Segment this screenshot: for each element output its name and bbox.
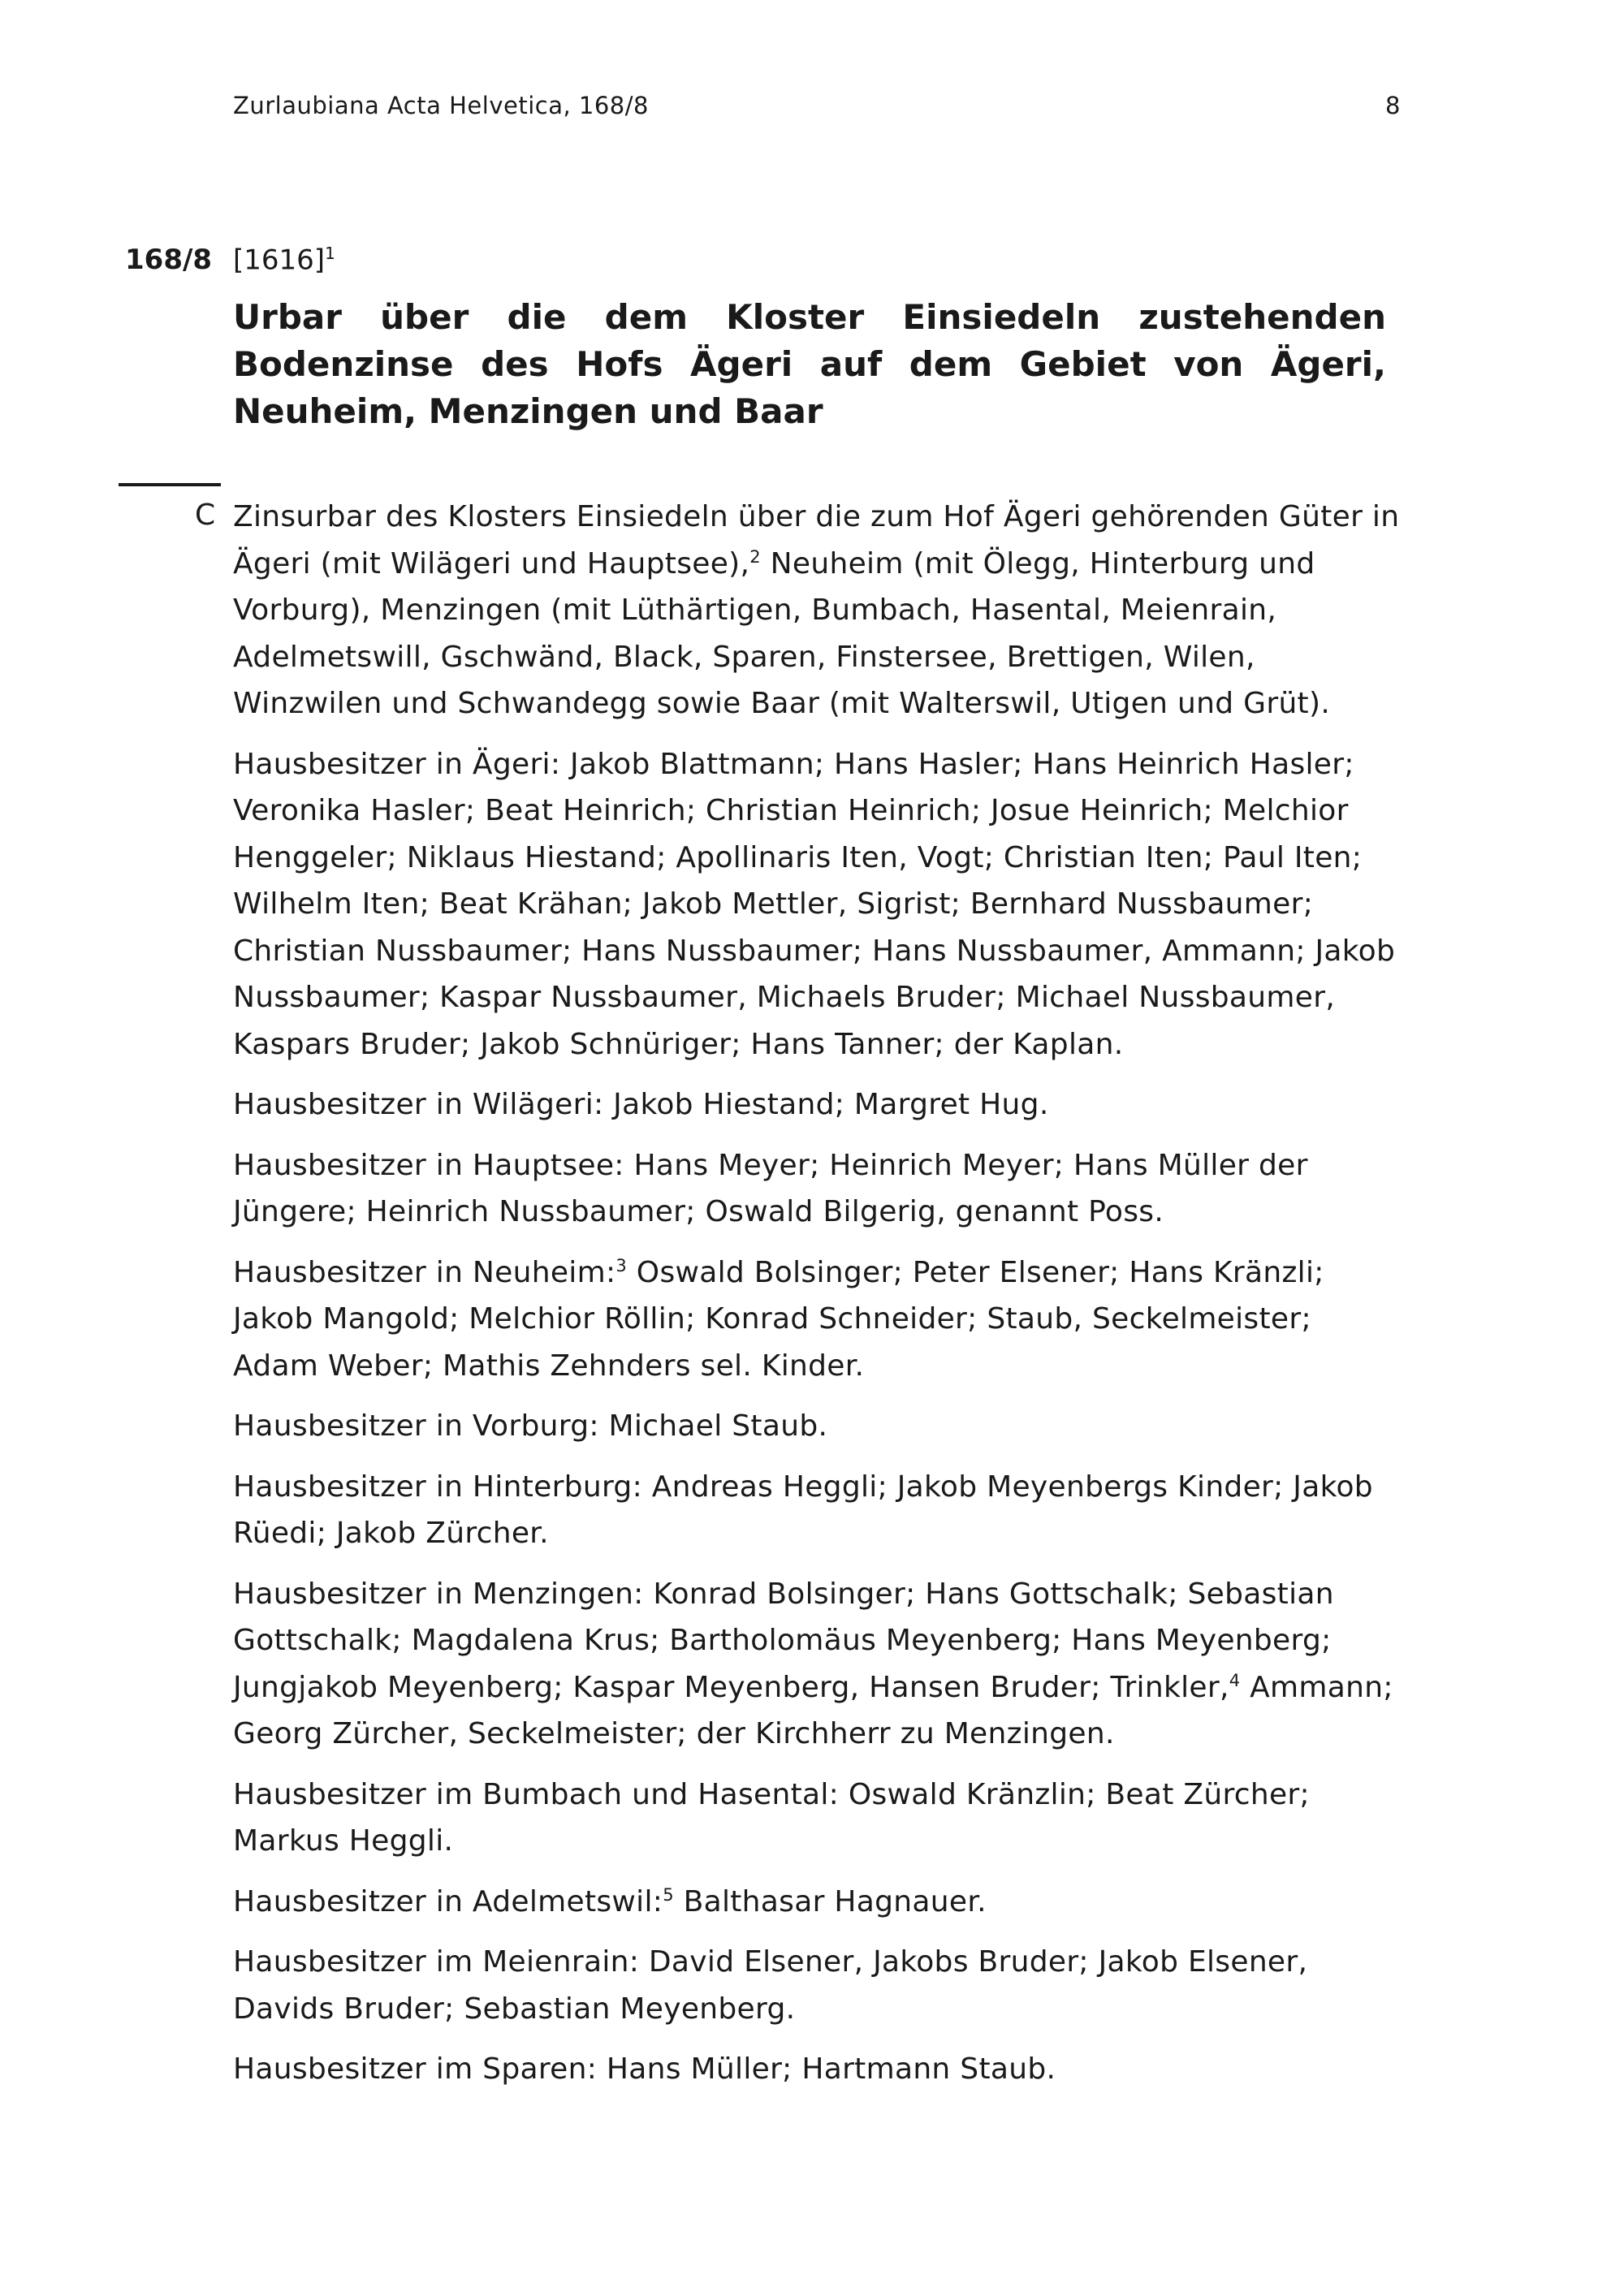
owners-vorburg: Hausbesitzer in Vorburg: Michael Staub. — [233, 1409, 828, 1443]
margin-rule — [119, 483, 221, 486]
text-run: Oswald Bolsinger; Peter Elsener; Hans Kränzli; Jakob Mangold; Melchior Röllin; Konrad Schneider; Staub, Seckelmeister; Adam Weber; Mathis Zehnders sel. Kinder. — [233, 1255, 1324, 1383]
footnote-ref: 3 — [615, 1255, 628, 1275]
summary-paragraph — [233, 494, 1402, 727]
owners-neuheim — [233, 1249, 1402, 1390]
text-run: Hausbesitzer in Adelmetswil: — [233, 1884, 663, 1918]
running-head — [233, 92, 1401, 124]
footnote-ref: 5 — [663, 1884, 674, 1905]
owners-hinterburg: Hausbesitzer in Hinterburg: Andreas Heggli; Jakob Meyenbergs Kinder; Jakob Rüedi; Jakob Zürcher. — [233, 1470, 1373, 1550]
source-siglum: C — [195, 498, 216, 532]
text-run: Ammann; Georg Zürcher, Seckelmeister; der Kirchherr zu Menzingen. — [233, 1670, 1393, 1750]
owners-meienrain: Hausbesitzer im Meienrain: David Elsener, Jakobs Bruder; Jakob Elsener, Davids Bruder; Sebastian Meyenberg. — [233, 1945, 1308, 2026]
owners-hauptsee: Hausbesitzer in Hauptsee: Hans Meyer; Heinrich Meyer; Hans Müller der Jüngere; Heinrich Nussbaumer; Oswald Bilgerig, genannt Poss. — [233, 1148, 1308, 1228]
footnote-ref: 1 — [325, 244, 335, 263]
document-date — [233, 244, 335, 276]
text-run: Balthasar Hagnauer. — [673, 1884, 987, 1918]
owners-menzingen — [233, 1571, 1402, 1758]
text-run: Hausbesitzer in Menzingen: Konrad Bolsinger; Hans Gottschalk; Sebastian Gottschalk; Magdalena Krus; Bartholomäus Meyenberg; Hans Meyenberg; Jungjakob Meyenberg; Kaspar Meyenberg, Hansen Bruder; Trinkler, — [233, 1577, 1334, 1704]
owners-bumbach: Hausbesitzer im Bumbach und Hasental: Oswald Kränzlin; Beat Zürcher; Markus Heggli. — [233, 1777, 1310, 1858]
document-number: 168/8 — [125, 244, 213, 276]
text-run: Hausbesitzer in Neuheim: — [233, 1255, 616, 1289]
owners-adelmetswil — [233, 1879, 1402, 1926]
running-title: Zurlaubiana Acta Helvetica, 168/8 — [233, 92, 649, 119]
owners-sparen: Hausbesitzer im Sparen: Hans Müller; Hartmann Staub. — [233, 2052, 1056, 2086]
text-run: Zinsurbar des Klosters Einsiedeln über die zum Hof Ägeri gehörenden Güter in Ägeri (mit Wilägeri und Hauptsee), — [233, 500, 1400, 580]
owners-aegeri: Hausbesitzer in Ägeri: Jakob Blattmann; Hans Hasler; Hans Heinrich Hasler; Veronika Hasler; Beat Heinrich; Christian Heinrich; Josue Heinrich; Melchior Henggeler; Niklaus Hiestand; Apollinaris Iten, Vogt; Christian Iten; Paul Iten; Wilhelm Iten; Beat Krähan; Jakob Mettler, Sigrist; Bernhard Nussbaumer; Christian Nussbaumer; Hans Nussbaumer; Hans Nussbaumer, Ammann; Jakob Nussbaumer; Kaspar Nussbaumer, Michaels Bruder; Michael Nussbaumer, Kaspars Bruder; Jakob Schnüriger; Hans Tanner; der Kaplan. — [233, 747, 1396, 1061]
document-heading: Urbar über die dem Kloster Einsiedeln zustehenden Bodenzinse des Hofs Ägeri auf dem Gebiet von Ägeri, Neuheim, Menzingen und Baar — [233, 297, 1386, 431]
text-run: Neuheim (mit Ölegg, Hinterburg und Vorburg), Menzingen (mit Lüthärtigen, Bumbach, Hasental, Meienrain, Adelmetswill, Gschwänd, Black, Sparen, Finstersee, Brettigen, Wilen, Winzwilen und Schwandegg sowie Baar (mit Walterswil, Utigen und Grüt). — [233, 546, 1331, 720]
owners-wilaegeri: Hausbesitzer in Wilägeri: Jakob Hiestand; Margret Hug. — [233, 1088, 1049, 1121]
regest-body — [233, 494, 1402, 2107]
footnote-ref: 2 — [749, 546, 761, 567]
footnote-ref: 4 — [1229, 1670, 1241, 1690]
page-number: 8 — [1385, 92, 1401, 119]
date-text: [1616] — [233, 244, 326, 277]
